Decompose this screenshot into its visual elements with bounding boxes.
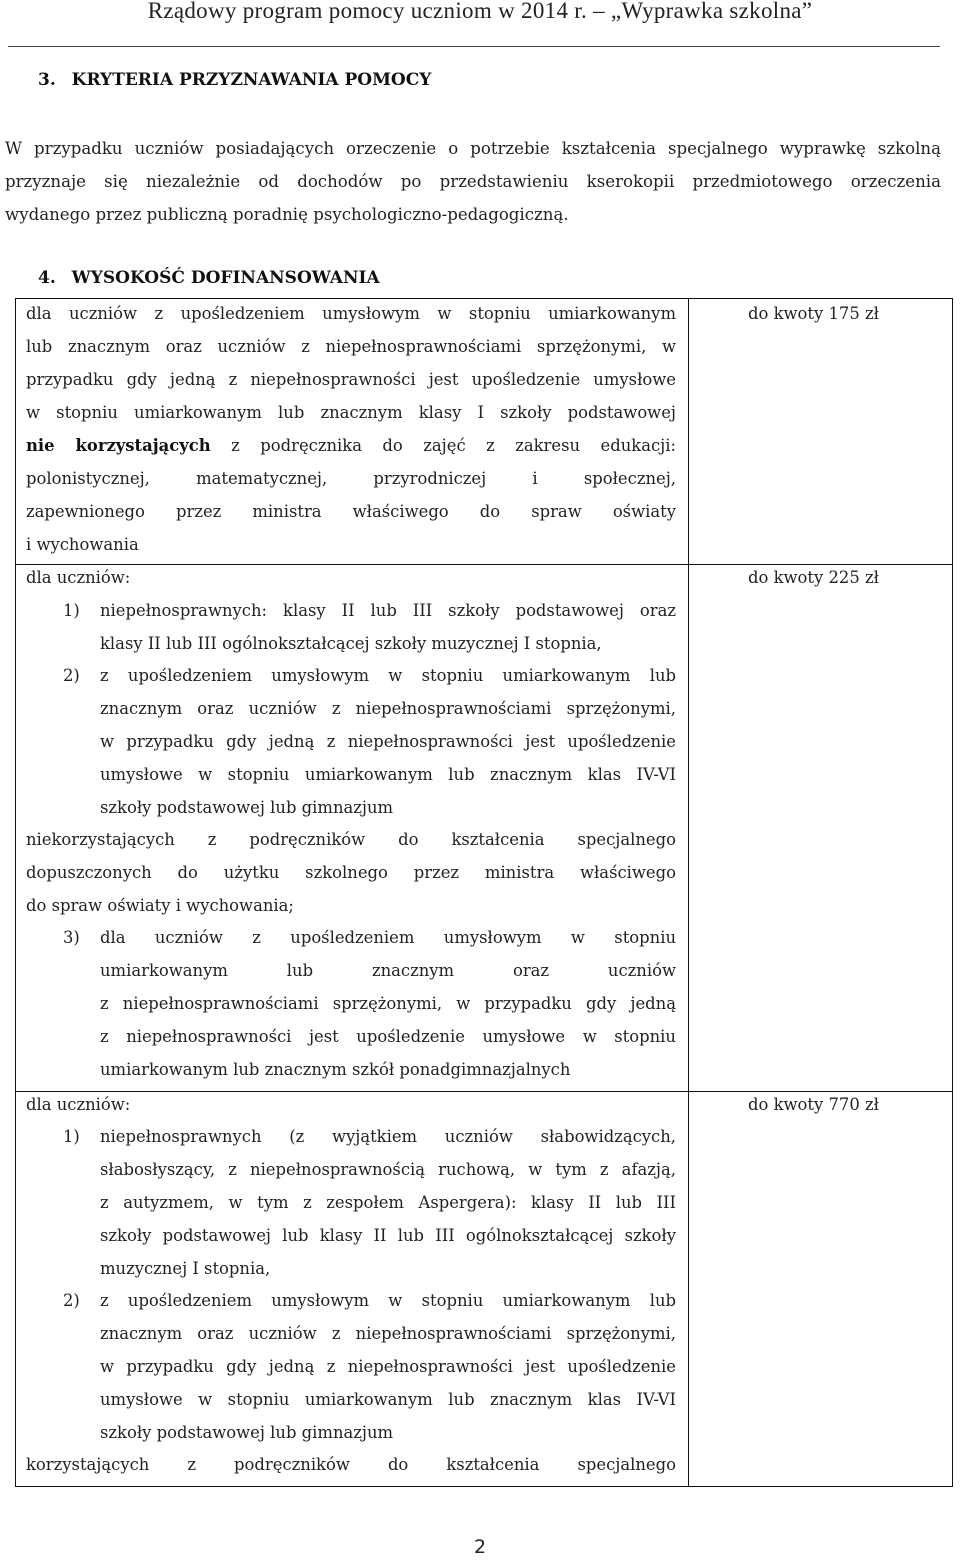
- row-1-amount: do kwoty 175 zł: [748, 304, 879, 323]
- row-2-amount: do kwoty 225 zł: [748, 568, 879, 587]
- section-4-number: 4.: [38, 268, 56, 288]
- cell-line: niepełnosprawnych: klasy II lub III szkoły podstawowej oraz: [100, 601, 676, 620]
- cell-line: dla uczniów:: [26, 568, 131, 587]
- cell-line: zapewnionego przez ministra właściwego do spraw oświaty: [26, 502, 676, 521]
- row-3-item-1: [100, 1121, 676, 1286]
- row-2-item-1: [100, 595, 676, 661]
- cell-line: szkoły podstawowej lub klasy II lub III ogólnokształcącej szkoły: [100, 1226, 676, 1245]
- row-2-middle-text: [26, 824, 676, 923]
- bold-phrase: nie korzystających: [26, 436, 211, 455]
- cell-line: klasy II lub III ogólnokształcącej szkoły muzycznej I stopnia,: [100, 634, 602, 653]
- cell-line: korzystających z podręczników do kształcenia specjalnego: [26, 1455, 676, 1474]
- section-3-number: 3.: [38, 70, 56, 90]
- row-3-item-2-number: 2): [63, 1291, 80, 1310]
- cell-line: dla uczniów z upośledzeniem umysłowym w stopniu: [100, 928, 676, 947]
- paragraph-line: przyznaje się niezależnie od dochodów po przedstawieniu kserokopii przedmiotowego orzeczenia: [5, 172, 941, 191]
- cell-line: lub znacznym oraz uczniów z niepełnosprawnościami sprzężonymi, w: [26, 337, 676, 356]
- row-1-description: [26, 298, 676, 562]
- cell-line: słabosłyszący, z niepełnosprawnością ruchową, w tym z afazją,: [100, 1160, 676, 1179]
- cell-line-rest: z podręcznika do zajęć z zakresu edukacji:: [231, 436, 677, 455]
- cell-line: z upośledzeniem umysłowym w stopniu umiarkowanym lub: [100, 666, 676, 685]
- row-2-item-3-number: 3): [63, 928, 80, 947]
- row-2-intro: [26, 562, 676, 595]
- row-3-last-text: [26, 1449, 676, 1482]
- cell-line: umiarkowanym lub znacznym oraz uczniów: [100, 961, 676, 980]
- header-divider: [8, 46, 940, 47]
- cell-line: szkoły podstawowej lub gimnazjum: [100, 1423, 394, 1442]
- row-2-item-1-number: 1): [63, 601, 80, 620]
- cell-line: znacznym oraz uczniów z niepełnosprawnościami sprzężonymi,: [100, 1324, 676, 1343]
- cell-line: [26, 430, 676, 463]
- cell-line: umiarkowanym lub znacznym szkół ponadgimnazjalnych: [100, 1060, 571, 1079]
- cell-line: w przypadku gdy jedną z niepełnosprawności jest upośledzenie: [100, 732, 676, 751]
- paragraph-line: W przypadku uczniów posiadających orzeczenie o potrzebie kształcenia specjalnego wyprawkę szkolną: [5, 139, 941, 158]
- section-4-title: WYSOKOŚĆ DOFINANSOWANIA: [71, 268, 380, 288]
- cell-line: przypadku gdy jedną z niepełnosprawności jest upośledzenie umysłowe: [26, 370, 676, 389]
- row-3-item-2: [100, 1285, 676, 1450]
- cell-line: polonistycznej, matematycznej, przyrodniczej i społecznej,: [26, 469, 676, 488]
- cell-line: niepełnosprawnych (z wyjątkiem uczniów słabowidzących,: [100, 1127, 676, 1146]
- cell-line: umysłowe w stopniu umiarkowanym lub znacznym klas IV-VI: [100, 1390, 676, 1409]
- page-number: 2: [473, 1536, 487, 1558]
- cell-line: muzycznej I stopnia,: [100, 1259, 271, 1278]
- cell-line: z niepełnosprawności jest upośledzenie umysłowe w stopniu: [100, 1027, 676, 1046]
- table-column-divider: [688, 298, 689, 1487]
- cell-line: i wychowania: [26, 535, 139, 554]
- cell-line: szkoły podstawowej lub gimnazjum: [100, 798, 394, 817]
- section-3-heading: [38, 70, 431, 90]
- cell-line: do spraw oświaty i wychowania;: [26, 896, 294, 915]
- cell-line: znacznym oraz uczniów z niepełnosprawnościami sprzężonymi,: [100, 699, 676, 718]
- row-3-amount: do kwoty 770 zł: [748, 1095, 879, 1114]
- cell-line: umysłowe w stopniu umiarkowanym lub znacznym klas IV-VI: [100, 765, 676, 784]
- cell-line: z niepełnosprawnościami sprzężonymi, w przypadku gdy jedną: [100, 994, 676, 1013]
- paragraph-line: wydanego przez publiczną poradnię psychologiczno-pedagogiczną.: [5, 205, 569, 224]
- cell-line: dla uczniów z upośledzeniem umysłowym w stopniu umiarkowanym: [26, 304, 676, 323]
- cell-line: w przypadku gdy jedną z niepełnosprawności jest upośledzenie: [100, 1357, 676, 1376]
- row-2-item-3: [100, 922, 676, 1087]
- section-4-heading: [38, 268, 380, 288]
- cell-line: w stopniu umiarkowanym lub znacznym klasy I szkoły podstawowej: [26, 403, 676, 422]
- section-3-title: KRYTERIA PRZYZNAWANIA POMOCY: [71, 70, 432, 90]
- cell-line: niekorzystających z podręczników do kształcenia specjalnego: [26, 830, 676, 849]
- cell-line: z autyzmem, w tym z zespołem Aspergera): klasy II lub III: [100, 1193, 676, 1212]
- cell-line: dopuszczonych do użytku szkolnego przez ministra właściwego: [26, 863, 676, 882]
- cell-line: dla uczniów:: [26, 1095, 131, 1114]
- cell-line: z upośledzeniem umysłowym w stopniu umiarkowanym lub: [100, 1291, 676, 1310]
- row-3-item-1-number: 1): [63, 1127, 80, 1146]
- row-2-item-2-number: 2): [63, 666, 80, 685]
- row-3-intro: [26, 1089, 676, 1122]
- document-header-title: Rządowy program pomocy uczniom w 2014 r. – „Wyprawka szkolna”: [147, 0, 813, 23]
- section-3-paragraph: [5, 132, 941, 231]
- row-2-item-2: [100, 660, 676, 825]
